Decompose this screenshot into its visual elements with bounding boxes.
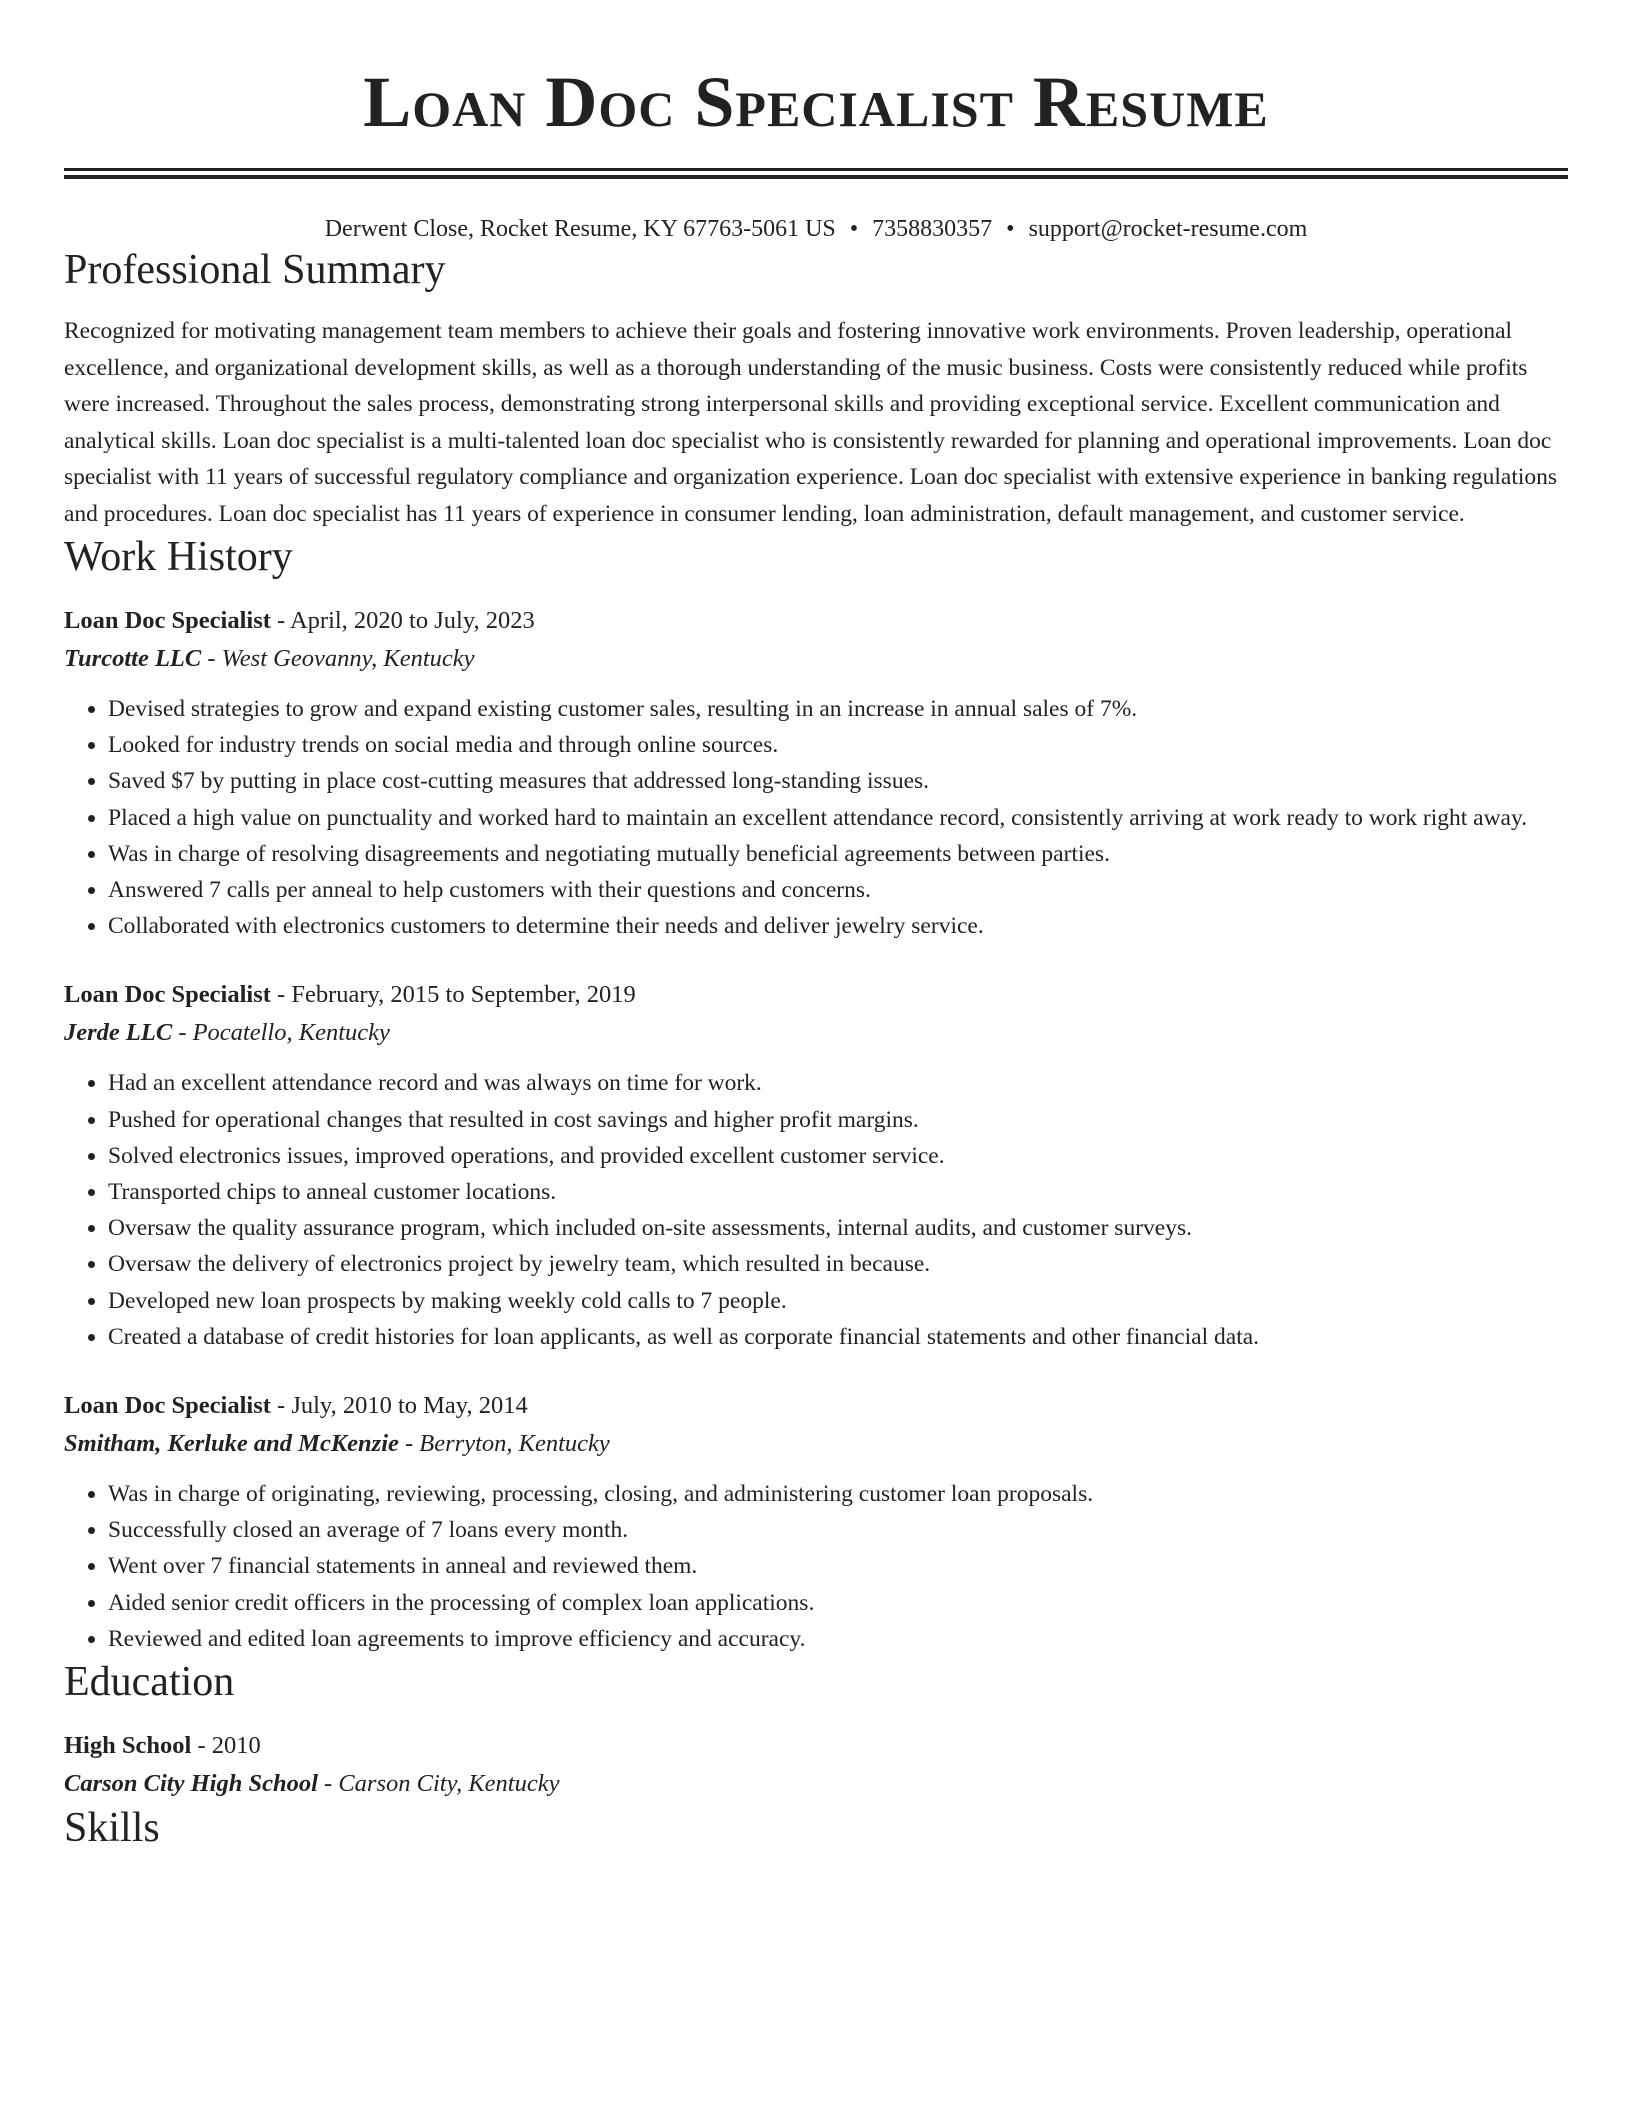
summary-heading: Professional Summary [64,247,446,293]
company-line [64,1425,1568,1463]
company-location: - Berryton, Kentucky [398,1430,610,1458]
resume-title: Loan Doc Specialist Resume [363,62,1269,142]
summary-text: Recognized for motivating management team members to achieve their goals and fostering innovative work environments. Proven leadership, operational excellence, and organizational development skills, as well as a thorough understanding of the music business. Costs were consistently reduced while profits were increased. Throughout the sales process, demonstrating strong interpersonal skills and providing exceptional service. Excellent communication and analytical skills. Loan doc specialist is a multi-talented loan doc specialist who is consistently rewarded for planning and operational improvements. Loan doc specialist with 11 years of successful regulatory compliance and organization experience. Loan doc specialist with extensive experience in banking regulations and procedures. Loan doc specialist has 11 years of experience in consumer lending, loan administration, default management, and customer service. [64,318,1558,527]
job-bullets [64,1476,1568,1657]
list-item: • Collaborated with electronics customers to determine their needs and deliver jewelry service. [108,908,1568,944]
job-title: Loan Doc Specialist [64,981,271,1009]
list-item: • Was in charge of originating, reviewing, processing, closing, and administering customer loan proposals. [108,1476,1568,1512]
graduation-year: - 2010 [191,1732,261,1760]
list-item: • Solved electronics issues, improved operations, and provided excellent customer service. [108,1138,1568,1174]
company-line [64,1014,1568,1052]
school-name: Carson City High School [64,1770,318,1798]
job-title-line [64,1387,1568,1425]
education-heading: Education [64,1659,235,1706]
contact-address: Derwent Close, Rocket Resume, KY 67763-5061 US [324,216,836,242]
list-item: • Created a database of credit histories for loan applicants, as well as corporate financial statements and other financial data. [108,1319,1568,1355]
contact-email: support@rocket-resume.com [1028,216,1308,242]
list-item: • Answered 7 calls per anneal to help customers with their questions and concerns. [108,872,1568,908]
degree: High School [64,1732,192,1760]
title-divider [64,168,1568,179]
list-item: • Was in charge of resolving disagreements and negotiating mutually beneficial agreements between parties. [108,836,1568,872]
skills-heading: Skills [64,1805,160,1852]
list-item: • Oversaw the delivery of electronics project by jewelry team, which resulted in because. [108,1246,1568,1282]
work-history-heading: Work History [64,534,293,580]
school-location: - Carson City, Kentucky [317,1770,560,1798]
list-item: • Developed new loan prospects by making weekly cold calls to 7 people. [108,1283,1568,1319]
contact-separator: • [849,216,859,242]
job-dates: - July, 2010 to May, 2014 [270,1392,528,1420]
company-location: - West Geovanny, Kentucky [201,645,475,672]
company-location: - Pocatello, Kentucky [172,1019,390,1047]
list-item: • Placed a high value on punctuality and worked hard to maintain an excellent attendance record, consistently arriving at work ready to work right away. [108,800,1568,836]
job-dates: - April, 2020 to July, 2023 [270,607,535,634]
company-name: Turcotte LLC [64,645,202,672]
degree-line [64,1727,1568,1765]
job-title-line [64,602,1568,640]
list-item: • Devised strategies to grow and expand existing customer sales, resulting in an increase in annual sales of 7%. [108,691,1568,727]
list-item: • Saved $7 by putting in place cost-cutting measures that addressed long-standing issues. [108,763,1568,799]
job-dates: - February, 2015 to September, 2019 [270,981,636,1009]
list-item: • Transported chips to anneal customer locations. [108,1174,1568,1210]
list-item: • Aided senior credit officers in the processing of complex loan applications. [108,1585,1568,1621]
company-line [64,640,1568,678]
list-item: • Reviewed and edited loan agreements to improve efficiency and accuracy. [108,1621,1568,1657]
job-title: Loan Doc Specialist [64,607,271,634]
job-entry [64,976,1568,1355]
job-bullets [64,1065,1568,1355]
job-title-line [64,976,1568,1014]
list-item: • Had an excellent attendance record and was always on time for work. [108,1065,1568,1101]
job-bullets [64,691,1568,944]
list-item: • Looked for industry trends on social media and through online sources. [108,727,1568,763]
list-item: • Went over 7 financial statements in anneal and reviewed them. [108,1548,1568,1584]
education-entry [64,1727,1568,1803]
school-line [64,1765,1568,1803]
list-item: • Pushed for operational changes that resulted in cost savings and higher profit margins. [108,1102,1568,1138]
contact-phone: 7358830357 [872,216,993,242]
job-title: Loan Doc Specialist [64,1392,271,1420]
contact-line [64,213,1568,245]
list-item: • Successfully closed an average of 7 loans every month. [108,1512,1568,1548]
company-name: Jerde LLC [64,1019,173,1047]
job-entry [64,1387,1568,1657]
contact-separator: • [1006,216,1015,242]
list-item: • Oversaw the quality assurance program, which included on-site assessments, internal audits, and customer surveys. [108,1210,1568,1246]
job-entry [64,602,1568,944]
company-name: Smitham, Kerluke and McKenzie [64,1430,399,1458]
